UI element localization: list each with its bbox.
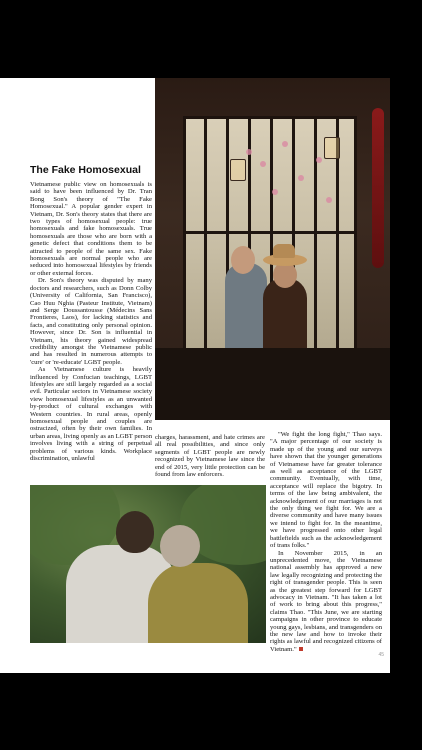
hat-crown	[273, 244, 295, 258]
couple-window-photo	[155, 78, 390, 420]
end-of-article-mark	[299, 647, 303, 651]
page-number: 45	[378, 652, 384, 658]
man-left-head	[116, 511, 154, 553]
paragraph: In November 2015, in an unprecedented move, the Vietnamese national assembly has approved a new law legally recognizing and protecting the right of transgender people. This is seen as the greatest step forward for LGBT advocacy in Vietnam. "It has taken a lot of work to bring about this progress," claims Thao. "This June, we are starting campaigns in other province to educate young gays, lesbians, and transgenders on the new law and how to invoke their rights as lawful and recognized citizens of Vietnam."	[270, 549, 382, 653]
paragraph: charges, harassment, and hate crimes are all real possibilities, and since only segments of LGBT people are newly recognized by Vietnamese law since the end of 2015, very little protection can be found from law enforcers.	[155, 434, 265, 479]
paragraph: As Vietnamese culture is heavily influenced by Confucian teachings, LGBT lifestyles are still largely regarded as a social evil. Particular sectors in Vietnamese society view homosexual lifestyles as an unwanted by-product of cultural exchanges with Western countries. In rural areas, openly homosexual people and couples are ostracized, often by their own families. In urban areas, living openly as an LGBT person involves living with a string of perpetual problems of various kinds. Workplace discrimination, unlawful	[30, 366, 152, 463]
paragraph: "We fight the long fight," Thao says. "A major percentage of our society is made up of the young and our surveys have shown that the younger generations of Vietnamese have far greater tolerance as well as acceptance of the LGBT community. Eventually, with time, acceptance will replace the bigotry. In terms of the law being ambivalent, the acknowledgement of our marriages is not the only thing we fight for. We are a diverse community and have many issues we intend to fight for. In the meantime, we have progressed onto other legal battlefields such as the acknowledgement of trans folks."	[270, 431, 382, 550]
red-lantern	[372, 108, 384, 268]
section-heading: The Fake Homosexual	[30, 164, 141, 176]
text-column-2	[155, 434, 265, 478]
man-head	[231, 246, 255, 274]
window-sill	[155, 348, 390, 420]
magazine-page	[0, 78, 390, 673]
text-column-3	[270, 431, 382, 653]
paragraph: Vietnamese public view on homosexuals is said to have been influenced by Dr. Tran Bong Son's theory of "The Fake Homosexual." A popular gender expert in Vietnam, Dr. Son's theory states that there are two types of homosexual people: true homosexuals and fake homosexuals. True homosexuals are those who are born with a genetic defect that conditions them to be attracted to people of the same sex. Fake homosexuals are normal people who are seduced into homosexual lifestyles by friends or other external forces.	[30, 181, 152, 277]
two-men-embrace-photo	[30, 485, 266, 643]
paragraph: Dr. Son's theory was disputed by many doctors and researchers, such as Donn Colby (University of California, San Francisco), Cao Huu Nghia (Pasteur Institute, Vietnam) and Serge Doussantousse (Médecins Sans Frontieres, Laos), for lacking statistics and facts, and constituting only personal opinion. However, since Dr. Son is influential in Vietnam, his theory gained widespread credibility amongst the Vietnamese public and has resulted in numerous attempts to 'cure' or 're-educate' LGBT people.	[30, 277, 152, 366]
man-right-figure	[148, 563, 248, 643]
man-right-head	[160, 525, 200, 567]
